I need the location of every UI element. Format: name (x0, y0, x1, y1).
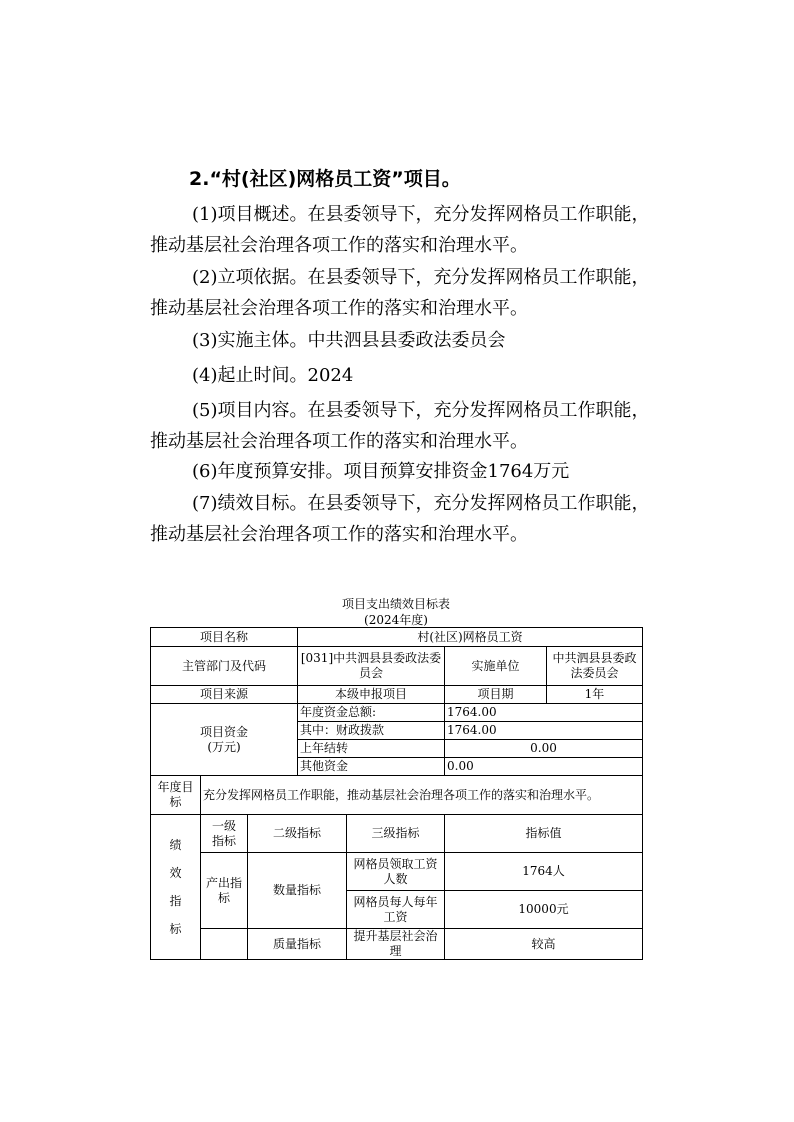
item-text: (3)实施主体。中共泗县县委政法委员会 (192, 330, 506, 351)
indicator-value: 较高 (445, 929, 643, 960)
fund-value: 1764.00 (445, 722, 643, 740)
source-label: 项目来源 (151, 686, 298, 704)
fund-label: 上年结转 (298, 740, 445, 758)
table-row (151, 853, 643, 891)
annual-goal-label: 年度目标 (151, 776, 201, 815)
annual-goal-value: 充分发挥网格员工作职能，推动基层社会治理各项工作的落实和治理水平。 (201, 776, 643, 815)
fund-value: 1764.00 (445, 704, 643, 722)
output-label-cont (201, 929, 248, 960)
fund-label: 其中：财政拨款 (298, 722, 445, 740)
indicator-value: 1764人 (445, 853, 643, 891)
section-heading: 2.“村(社区)网格员工资”项目。 (189, 168, 461, 190)
dept-label: 主管部门及代码 (151, 647, 298, 686)
item-basis (150, 262, 650, 324)
header-l2: 二级指标 (248, 815, 347, 853)
header-l3: 三级指标 (347, 815, 445, 853)
table-subcaption: (2024年度) (364, 613, 428, 627)
dept-value: [031]中共泗县县委政法委员会 (298, 647, 445, 686)
table-row (151, 704, 643, 722)
indicator-name: 网格员每人每年工资 (347, 891, 445, 929)
project-name-value: 村(社区)网格员工资 (298, 628, 643, 647)
funds-label-line2: (万元) (207, 739, 241, 754)
item-goal (150, 488, 650, 550)
header-l1: 一级指标 (201, 815, 248, 853)
quantity-label: 数量指标 (248, 853, 347, 929)
item-text: (6)年度预算安排。项目预算安排资金1764万元 (192, 461, 570, 482)
funds-label (151, 704, 298, 776)
fund-value: 0.00 (445, 758, 643, 776)
project-name-label: 项目名称 (151, 628, 298, 647)
item-overview (150, 199, 650, 261)
item-budget (150, 456, 650, 487)
output-label: 产出指标 (201, 853, 248, 929)
item-subject (150, 325, 650, 356)
source-value: 本级申报项目 (298, 686, 445, 704)
header-value: 指标值 (445, 815, 643, 853)
table-row (151, 776, 643, 815)
item-content (150, 395, 650, 457)
table-row (151, 647, 643, 686)
indicator-name: 提升基层社会治理 (347, 929, 445, 960)
table-row (151, 686, 643, 704)
table-row (151, 628, 643, 647)
impl-unit-value: 中共泗县县委政法委员会 (547, 647, 643, 686)
item-period (150, 360, 650, 391)
performance-table (150, 627, 643, 960)
quality-label: 质量指标 (248, 929, 347, 960)
period-label: 项目期 (445, 686, 547, 704)
table-row (151, 929, 643, 960)
funds-label-line1: 项目资金 (199, 724, 248, 739)
fund-label: 其他资金 (298, 758, 445, 776)
table-row (151, 815, 643, 853)
indicator-name: 网格员领取工资人数 (347, 853, 445, 891)
fund-label: 年度资金总额: (298, 704, 445, 722)
table-caption: 项目支出绩效目标表 (341, 597, 450, 611)
perf-label-text: 绩效指标 (169, 838, 182, 936)
item-text: (4)起止时间。2024 (192, 365, 354, 386)
fund-value: 0.00 (445, 740, 643, 758)
item-text: (5)项目内容。在县委领导下，充分发挥网格员工作职能，推动基层社会治理各项工作的落实和治理水平。 (150, 400, 650, 452)
indicator-value: 10000元 (445, 891, 643, 929)
item-text: (1)项目概述。在县委领导下，充分发挥网格员工作职能，推动基层社会治理各项工作的落实和治理水平。 (150, 204, 650, 256)
period-value: 1年 (547, 686, 643, 704)
perf-label (151, 815, 201, 960)
item-text: (7)绩效目标。在县委领导下，充分发挥网格员工作职能，推动基层社会治理各项工作的落实和治理水平。 (150, 493, 650, 545)
impl-unit-label: 实施单位 (445, 647, 547, 686)
item-text: (2)立项依据。在县委领导下，充分发挥网格员工作职能，推动基层社会治理各项工作的落实和治理水平。 (150, 267, 650, 319)
